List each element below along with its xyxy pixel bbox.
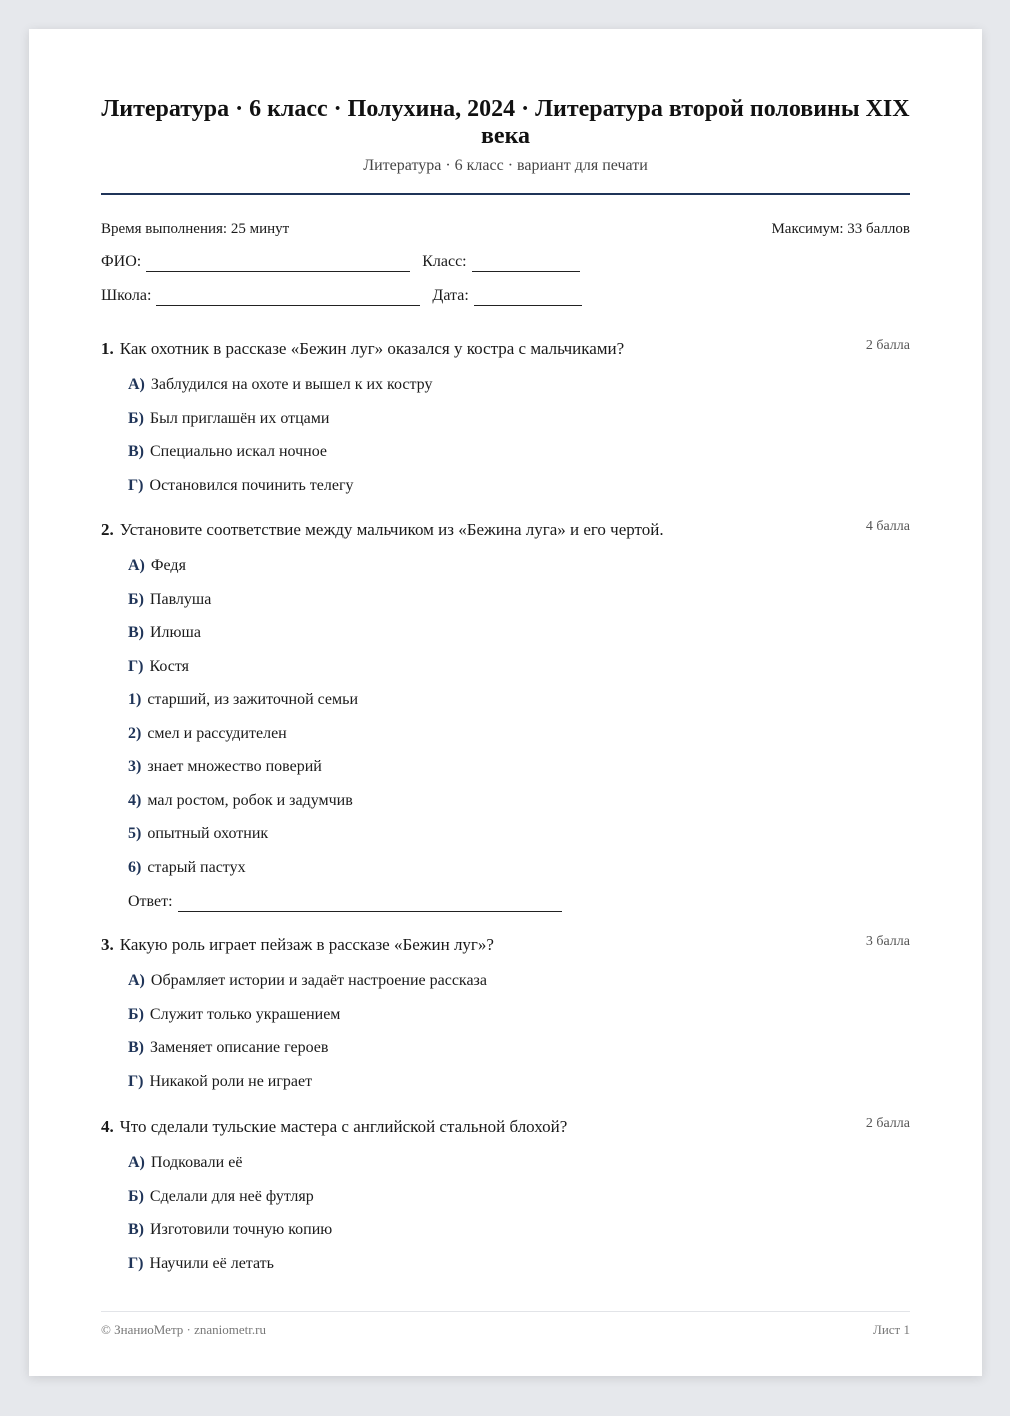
option-item[interactable] [128, 791, 910, 811]
options-list [128, 375, 910, 496]
question-body: Установите соответствие между мальчиком из «Бежина луга» и его чертой. [119, 520, 664, 539]
option-text: Подковали её [150, 1154, 243, 1171]
option-text: старый пастух [147, 858, 246, 876]
option-letter: Б) [128, 1187, 144, 1205]
option-item[interactable] [128, 1038, 910, 1058]
option-item[interactable] [128, 409, 910, 429]
option-letter: 1) [128, 691, 142, 708]
option-item[interactable] [128, 556, 910, 576]
answer-label: Ответ: [128, 892, 173, 910]
header-divider [101, 193, 910, 195]
question-header [101, 338, 910, 360]
footer-sheet-number: Лист 1 [873, 1322, 910, 1337]
page-title: Литература · 6 класс · Полухина, 2024 · Литература второй половины XIX века [101, 96, 910, 149]
option-letter: 5) [128, 825, 142, 842]
question-header [101, 519, 910, 541]
option-text: Заменяет описание героев [150, 1039, 329, 1056]
option-text: опытный охотник [147, 825, 269, 842]
option-letter: Г) [128, 1254, 144, 1272]
question-points: 2 балла [865, 1116, 910, 1131]
option-letter: А) [128, 1154, 145, 1171]
class-label: Класс: [422, 253, 467, 270]
option-text: Был приглашён их отцами [149, 409, 330, 427]
answer-field[interactable] [178, 897, 562, 912]
option-item[interactable] [128, 375, 910, 395]
option-letter: А) [128, 557, 145, 574]
question-points: 4 балла [865, 519, 910, 534]
option-text: Специально искал ночное [150, 443, 328, 460]
question-points: 2 балла [865, 338, 910, 353]
question-1 [101, 338, 910, 496]
option-letter: Г) [128, 1072, 144, 1090]
option-letter: 2) [128, 724, 142, 742]
question-2 [101, 519, 910, 912]
option-letter: В) [128, 443, 144, 460]
time-limit: Время выполнения: 25 минут [101, 221, 290, 237]
question-body: Что сделали тульские мастера с английской стальной блохой? [119, 1117, 568, 1136]
option-text: Сделали для неё футляр [149, 1187, 314, 1205]
option-item[interactable] [128, 1005, 910, 1025]
page-subtitle: Литература · 6 класс · вариант для печати [363, 157, 648, 174]
option-item[interactable] [128, 1220, 910, 1240]
question-header [101, 1116, 910, 1138]
option-letter: В) [128, 624, 144, 641]
option-item[interactable] [128, 657, 910, 677]
option-item[interactable] [128, 824, 910, 844]
option-text: знает множество поверий [147, 758, 322, 775]
question-number: 3. [101, 935, 114, 954]
footer-copyright: © ЗнаниоМетр · znaniometr.ru [101, 1322, 266, 1337]
answer-row [128, 892, 910, 912]
option-text: Обрамляет истории и задаёт настроение рассказа [150, 972, 487, 989]
option-item[interactable] [128, 442, 910, 462]
question-points: 3 балла [865, 934, 910, 949]
sheet-content [101, 29, 910, 1272]
option-item[interactable] [128, 858, 910, 878]
option-letter: 4) [128, 791, 142, 809]
school-date-row [101, 286, 910, 306]
option-text: Изготовили точную копию [150, 1221, 333, 1238]
option-letter: Г) [128, 657, 144, 675]
max-score: Максимум: 33 баллов [771, 221, 910, 237]
school-field[interactable] [156, 291, 420, 306]
class-field[interactable] [472, 257, 580, 272]
option-item[interactable] [128, 476, 910, 496]
name-class-row [101, 252, 910, 272]
options-list [128, 1153, 910, 1274]
option-letter: Б) [128, 590, 144, 608]
option-item[interactable] [128, 690, 910, 710]
option-text: Илюша [150, 624, 201, 641]
options-list [128, 971, 910, 1092]
option-letter: Г) [128, 476, 144, 494]
option-letter: В) [128, 1221, 144, 1238]
options-list [128, 556, 910, 912]
option-text: Павлуша [149, 590, 212, 608]
fio-label: ФИО: [101, 253, 142, 270]
question-text [101, 338, 624, 360]
page-footer [101, 1311, 910, 1338]
option-letter: А) [128, 376, 145, 393]
date-field[interactable] [474, 291, 582, 306]
question-number: 4. [101, 1117, 114, 1136]
option-item[interactable] [128, 971, 910, 991]
question-body: Какую роль играет пейзаж в рассказе «Бежин луг»? [119, 935, 494, 954]
option-letter: А) [128, 972, 145, 989]
option-text: Заблудился на охоте и вышел к их костру [150, 376, 433, 393]
option-text: Остановился починить телегу [149, 476, 354, 494]
option-letter: В) [128, 1039, 144, 1056]
question-number: 2. [101, 520, 114, 539]
option-text: Служит только украшением [149, 1005, 341, 1023]
option-text: мал ростом, робок и задумчив [147, 791, 353, 809]
option-item[interactable] [128, 1072, 910, 1092]
option-item[interactable] [128, 590, 910, 610]
question-number: 1. [101, 339, 114, 358]
question-header [101, 934, 910, 956]
option-item[interactable] [128, 623, 910, 643]
option-text: старший, из зажиточной семьи [147, 691, 359, 708]
question-3 [101, 934, 910, 1092]
question-text [101, 934, 494, 956]
question-text [101, 1116, 567, 1138]
option-text: Никакой роли не играет [149, 1072, 313, 1090]
question-text [101, 519, 664, 541]
question-4 [101, 1116, 910, 1274]
option-text: Костя [149, 657, 190, 675]
option-item[interactable] [128, 724, 910, 744]
school-label: Школа: [101, 287, 152, 304]
option-letter: 6) [128, 858, 142, 876]
fio-field[interactable] [146, 257, 410, 272]
meta-row [101, 219, 910, 239]
option-item[interactable] [128, 1254, 910, 1274]
option-letter: Б) [128, 409, 144, 427]
option-item[interactable] [128, 757, 910, 777]
question-body: Как охотник в рассказе «Бежин луг» оказался у костра с мальчиками? [119, 339, 625, 358]
option-item[interactable] [128, 1153, 910, 1173]
option-letter: Б) [128, 1005, 144, 1023]
option-letter: 3) [128, 758, 142, 775]
option-text: Научили её летать [149, 1254, 274, 1272]
test-sheet [29, 29, 982, 1376]
option-item[interactable] [128, 1187, 910, 1207]
option-text: Федя [150, 557, 186, 574]
option-text: смел и рассудителен [147, 724, 287, 742]
date-label: Дата: [432, 287, 469, 304]
